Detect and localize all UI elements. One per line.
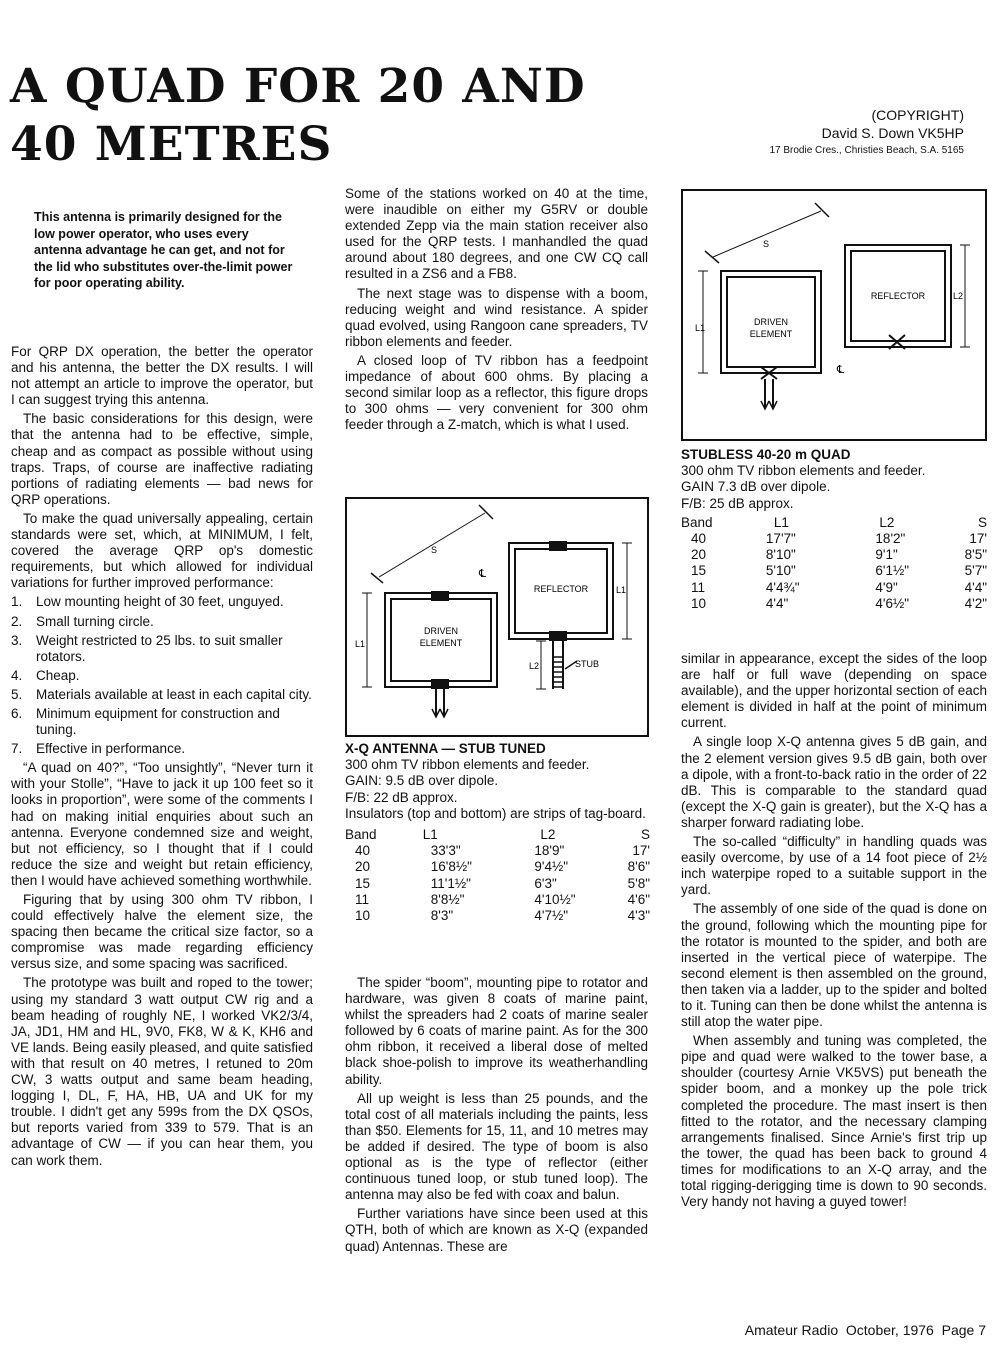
col2-paragraph-2: The next stage was to dispense with a boom, reducing weight and wind resistance. A spider quad evolved, using Rangoon cane spreaders, TV ribbon elements and feeder. (345, 285, 648, 349)
copyright-notice: (COPYRIGHT) (871, 107, 964, 123)
table-cell: 11 (691, 579, 706, 595)
col3-paragraph-4: The assembly of one side of the quad is done on the ground, following which the mounting pipe for the rotator is mounted to the spider, and both are inserted in the vertical piece of waterpipe. The second element is then assembled on the ground, then taken via a ladder, up to the spider and bolted to it. Tuning can then be done whilst the antenna is still atop the water pipe. (681, 901, 987, 1030)
table-cell: 5'7" (964, 563, 987, 579)
table-header: S (640, 827, 650, 843)
table-cell: 9'4½" (534, 859, 569, 875)
table-cell: 15 (691, 563, 707, 579)
caption-line: F/B: 22 dB approx. (345, 789, 458, 805)
col2-paragraph-4: The spider “boom”, mounting pipe to rotator and hardware, was given 8 coats of marine paint, whilst the spreaders had 2 coats of marine sealer followed by 6 coats of marine paint. As for the 300 ohm ribbon, it received a liberal dose of melted black shoe-polish to improve its weatherhandling ability. (345, 975, 648, 1087)
label-l1-left: L1 (355, 639, 366, 649)
caption-line: F/B: 25 dB approx. (681, 495, 794, 511)
table-cell: 4'9" (875, 579, 898, 595)
label-l1-right: L1 (616, 585, 627, 595)
label-s: S (431, 545, 438, 555)
caption-line: Insulators (top and bottom) are strips of tag-board. (345, 805, 646, 821)
list-item (11, 614, 313, 630)
byline (769, 106, 964, 160)
table-row (681, 580, 987, 596)
table-cell: 17' (632, 843, 650, 859)
table-cell: 8'6" (627, 859, 650, 875)
table-row (345, 859, 650, 875)
col3-paragraph-1: similar in appearance, except the sides of the loop are half or full wave (depending on space available), and the upper horizontal section of each element is divided in half at the point of minimum current. (681, 651, 987, 731)
table-cell: 15 (355, 875, 371, 891)
title-line-1: A QUAD FOR 20 AND (10, 59, 586, 114)
table-cell: 4'3" (627, 908, 650, 924)
table-cell: 18'9" (534, 843, 565, 859)
label-stub: STUB (575, 659, 600, 669)
table-cell: 17'7" (765, 531, 796, 547)
requirements-list (11, 594, 313, 757)
table-cell: 40 (355, 843, 371, 859)
list-text: Materials available at least in each capital city. (36, 686, 312, 702)
table-cell: 8'5" (964, 547, 987, 563)
table-cell: 20 (691, 547, 707, 563)
table-cell: 4'2" (964, 595, 987, 611)
list-text: Weight restricted to 25 lbs. to suit smaller rotators. (36, 632, 283, 664)
label-element: ELEMENT (749, 329, 793, 339)
col3-paragraph-5: When assembly and tuning was completed, the pipe and quad were walked to the tower base, a shoulder (courtesy Arnie VK5VS) put beneath the spider boom, and a monkey up the pole trick completed the procedure. The mast insert is then fitted to the rotator, and the necessary clamping arrangements finalised. Since Arnie's first trip up the tower, the quad has been back to ground 4 times for modifications to an X-Q array, and the total rigging-derigging time is down to 90 seconds. Very handy not having a guyed tower! (681, 1033, 987, 1210)
table-header: Band (345, 827, 377, 843)
list-item (11, 741, 313, 757)
label-element: ELEMENT (419, 638, 463, 648)
table-header: L2 (540, 827, 556, 843)
list-number: 2. (11, 613, 23, 629)
col2-paragraph-1: Some of the stations worked on 40 at the time, were inaudible on either my G5RV or double extended Zepp via the main station receiver also used for the QRP tests. I manhandled the quad around about 180 degrees, and one CW CQ call resulted in a ZS6 and a FB8. (345, 186, 648, 282)
list-text: Small turning circle. (36, 613, 154, 629)
reflector-insulator (549, 541, 567, 551)
table-row (345, 876, 650, 892)
table-cell: 9'1" (875, 547, 898, 563)
list-text: Cheap. (36, 667, 80, 683)
figure-stubless-quad-diagram (681, 189, 987, 441)
caption-title: STUBLESS 40-20 m QUAD (681, 447, 851, 462)
table-cell: 8'10" (765, 547, 796, 563)
stub-ladder (553, 657, 563, 687)
table-cell: 16'8½" (430, 859, 472, 875)
list-item (11, 633, 313, 665)
col1-paragraph-4: “A quad on 40?”, “Too unsightly”, “Never turn it with your Stolle”, “Have to jack it up 100 feet so it looks in proportion”, were some of the comments I had on making initial enquiries about such an antenna. Everyone condemned size and weight, but not efficiency, so I thought that if I could reduce the size and weight but retain efficiency, then I would have achieved something worthwhile. (11, 760, 313, 888)
table-cell: 4'4" (964, 579, 987, 595)
label-reflector: REFLECTOR (870, 291, 926, 301)
column-3 (681, 651, 987, 1213)
table-row (681, 531, 987, 547)
table-cell: 5'8" (627, 875, 650, 891)
label-driven: DRIVEN (423, 626, 459, 636)
caption-line: GAIN 7.3 dB over dipole. (681, 479, 831, 495)
feed-insulator (431, 679, 449, 689)
stubless-dimensions-table (681, 515, 987, 612)
table-row (681, 563, 987, 579)
table-row (681, 596, 987, 612)
label-driven: DRIVEN (753, 317, 789, 327)
column-2-bottom (345, 975, 648, 1258)
author-name: David S. Down VK5HP (821, 125, 964, 141)
xq-dimensions-table (345, 827, 650, 924)
table-header: L1 (773, 514, 789, 530)
col1-paragraph-6: The prototype was built and roped to the tower; using my standard 3 watt output CW rig and a beam heading of roughly NE, I worked VK2/3/4, JA, JD1, HM and HL, 9V0, FK8, W & K, KH6 and VE lands. Being easily pleased, and quite satisfied with that result on 40 metres, I retuned to 20m CW, 3 watts output and same beam heading, logging I, DL, F, HA, HB, UA and UK for my trouble. I didn't get any 599s from the DX QSOs, but reports varied from 339 to 579. That is an advantage of CW — if you can hear them, you can work them. (11, 975, 313, 1168)
table-cell: 10 (355, 908, 371, 924)
col3-paragraph-3: The so-called “difficulty” in handling quads was easily overcome, by use of a 14 foot piece of 2½ inch waterpipe roped to a suitable support in the yard. (681, 834, 987, 898)
page-footer: Amateur Radio October, 1976 Page 7 (744, 1322, 986, 1338)
table-cell: 5'10" (765, 563, 796, 579)
table-header: S (977, 514, 987, 530)
caption-line: GAIN: 9.5 dB over dipole. (345, 773, 499, 789)
list-text: Minimum equipment for construction and tuning. (36, 705, 280, 738)
label-reflector: REFLECTOR (533, 584, 589, 594)
col2-paragraph-5: All up weight is less than 25 pounds, and the total cost of all materials including the paints, less than $50. Elements for 15, 11, and 10 metres may be added if desired. The type of boom is also optional as is the type of reflector (either continuous tuned loop, or stub tuned loop). The antenna may also be fed with coax and balun. (345, 1090, 648, 1203)
table-cell: 18'2" (875, 531, 906, 547)
col1-paragraph-2: The basic considerations for this design, were that the antenna had to be effective, simple, cheap and as compact as possible without using traps. Traps, of course are inaffective radiating portions of radiating elements — bad news for QRP operations. (11, 411, 313, 507)
table-cell: 4'4¾" (765, 579, 800, 595)
column-1 (11, 344, 313, 1172)
list-number: 6. (11, 705, 23, 721)
label-l2: L2 (529, 661, 540, 671)
table-cell: 4'7½" (534, 908, 569, 924)
intro-paragraph: This antenna is primarily designed for the low power operator, who uses every antenna advantage he can get, and not for the lid who substitutes over-the-limit power for poor operating ability. (34, 210, 293, 290)
table-header-row (345, 827, 650, 843)
list-number: 1. (11, 594, 23, 610)
table-cell: 4'6½" (875, 595, 910, 611)
table-header: Band (681, 514, 713, 530)
table-cell: 10 (691, 595, 707, 611)
table-cell: 11'1½" (430, 875, 471, 891)
list-number: 5. (11, 686, 23, 702)
col1-paragraph-1: For QRP DX operation, the better the operator and his antenna, the better the DX results. I will not attempt an article to improve the operator, but I can suggest trying this antenna. (11, 344, 313, 408)
title-line-2: 40 METRES (10, 117, 333, 172)
table-header: L2 (879, 514, 895, 530)
col1-paragraph-5: Figuring that by using 300 ohm TV ribbon, I could effectively halve the element size, the spacing then became the critical size factor, so a compromise was made regarding efficiency versus size, and some spacing was sacrificed. (11, 892, 313, 972)
column-2-top (345, 186, 648, 436)
top-insulator (431, 591, 449, 601)
figure-xq-antenna-diagram (345, 497, 649, 737)
label-l2: L2 (953, 291, 964, 301)
table-row (681, 547, 987, 563)
caption-title: X-Q ANTENNA — STUB TUNED (345, 741, 546, 756)
label-s: S (763, 239, 770, 249)
label-l1: L1 (695, 323, 706, 333)
label-center: ℄ (837, 364, 845, 376)
table-cell: 4'10½" (534, 891, 576, 907)
caption-line: 300 ohm TV ribbon elements and feeder. (681, 463, 926, 479)
col1-paragraph-3: To make the quad universally appealing, certain standards were set, which, at MINIMUM, I felt, covered the average QRP op's domestic requirements, but which allowed for individual variations for further improved performance: (11, 510, 313, 591)
figure-xq-caption (345, 741, 650, 924)
table-cell: 8'3" (430, 908, 454, 924)
col2-paragraph-6: Further variations have since been used at this QTH, both of which are known as X-Q (expanded quad) Antennas. These are (345, 1206, 648, 1254)
list-item (11, 668, 313, 684)
table-cell: 6'1½" (875, 563, 910, 579)
table-cell: 40 (691, 531, 707, 547)
list-text: Effective in performance. (36, 741, 186, 757)
list-number: 3. (11, 632, 23, 648)
table-cell: 17' (969, 531, 987, 547)
table-cell: 4'6" (627, 891, 650, 907)
table-row (345, 908, 650, 924)
table-row (345, 843, 650, 859)
list-item (11, 706, 313, 738)
stubless-quad-svg (681, 189, 987, 441)
table-cell: 20 (355, 859, 371, 875)
list-number: 4. (11, 667, 23, 683)
col2-paragraph-3: A closed loop of TV ribbon has a feedpoint impedance of about 600 ohms. By placing a second similar loop as a reflector, this figure drops to 300 ohms — very convenient for 300 ohm feeder through a Z-match, which is what I used. (345, 352, 648, 433)
table-cell: 4'4" (765, 595, 789, 611)
table-cell: 33'3" (430, 843, 461, 859)
list-item (11, 594, 313, 610)
figure-stubless-caption (681, 447, 987, 612)
table-cell: 8'8½" (430, 891, 465, 907)
table-cell: 6'3" (534, 875, 557, 891)
table-row (345, 892, 650, 908)
list-item (11, 687, 313, 703)
xq-antenna-svg (345, 497, 649, 737)
author-address: 17 Brodie Cres., Christies Beach, S.A. 5165 (769, 145, 964, 156)
page-title (10, 58, 610, 174)
list-text: Low mounting height of 30 feet, unguyed. (36, 594, 284, 610)
caption-line: 300 ohm TV ribbon elements and feeder. (345, 757, 590, 773)
table-header: L1 (422, 827, 438, 843)
table-cell: 11 (355, 891, 370, 907)
list-number: 7. (11, 741, 23, 757)
table-header-row (681, 515, 987, 531)
col3-paragraph-2: A single loop X-Q antenna gives 5 dB gain, and the 2 element version gives 9.5 dB gain, both over a dipole, with a front-to-back ratio in the order of 22 dB. This is comparable to the standard quad (except the X-Q gain is greater), but the X-Q has a sharper forward radiating lobe. (681, 734, 987, 830)
label-center: ℄ (479, 568, 487, 580)
